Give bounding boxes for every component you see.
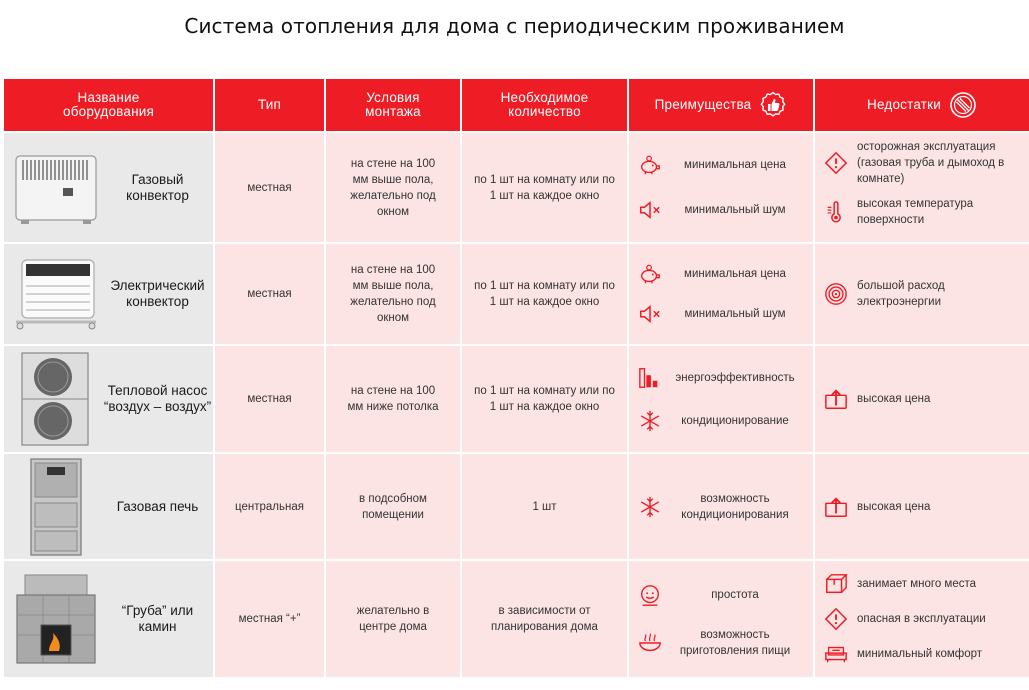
mount-text: на стене на 100 мм выше пола, желательно под окном xyxy=(350,157,436,218)
disadvantages-cell xyxy=(815,454,1029,559)
quantity-cell xyxy=(462,454,627,559)
advantage-item xyxy=(629,454,813,559)
disadvantage-text: высокая цена xyxy=(857,500,931,513)
thumbs-up-icon xyxy=(759,91,787,119)
warning-icon xyxy=(823,606,849,632)
advantage-item xyxy=(629,254,813,294)
equipment-name: Газовый конвектор xyxy=(126,171,189,203)
mount-text: на стене на 100 мм ниже потолка xyxy=(347,385,439,413)
quantity-cell xyxy=(462,346,627,452)
advantage-text: возможность приготовления пищи xyxy=(679,629,791,657)
header-name-label: Название оборудования xyxy=(62,90,155,119)
advantage-text: кондиционирование xyxy=(681,414,789,427)
advantage-text: минимальный шум xyxy=(684,203,786,216)
advantages-cell xyxy=(629,346,813,452)
piggy-bank-icon xyxy=(637,152,663,178)
speaker-mute-icon xyxy=(637,197,663,223)
disadvantage-item xyxy=(815,346,1029,452)
efficiency-bars-icon xyxy=(637,365,663,391)
equipment-cell xyxy=(4,133,213,242)
snowflake-icon xyxy=(637,494,663,520)
advantage-item xyxy=(629,619,813,667)
disadvantage-item xyxy=(815,636,1029,671)
disadvantage-text: осторожная эксплуатация (газовая труба и дымоход в комнате) xyxy=(857,141,1005,186)
disadvantage-item xyxy=(815,567,1029,602)
heat-pump-image xyxy=(10,355,102,443)
price-up-icon xyxy=(823,386,849,412)
equipment-cell xyxy=(4,454,213,559)
equipment-cell xyxy=(4,561,213,677)
mount-text: на стене на 100 мм выше пола, желательно под окном xyxy=(350,264,436,324)
stove-fireplace-image xyxy=(10,575,102,663)
header-type xyxy=(215,79,324,131)
advantage-text: минимальная цена xyxy=(684,268,786,280)
header-name xyxy=(4,79,213,131)
header-mount-label: Условия монтажа xyxy=(365,90,421,119)
disadvantage-item xyxy=(815,244,1029,344)
mount-cell xyxy=(326,561,460,677)
advantage-text: простота xyxy=(711,589,759,601)
quantity-cell xyxy=(462,133,627,242)
quantity-text: 1 шт xyxy=(532,500,557,513)
advantage-item xyxy=(629,356,813,399)
disadvantage-text: большой расход электроэнергии xyxy=(857,280,945,308)
gas-convector-image xyxy=(10,144,102,232)
electric-convector-image xyxy=(10,250,102,338)
advantage-text: энергоэффективность xyxy=(675,371,795,384)
speaker-mute-icon xyxy=(637,301,663,327)
spiral-icon xyxy=(823,281,849,307)
piggy-bank-icon xyxy=(637,261,663,287)
type-cell: местная “+” xyxy=(215,561,324,677)
header-mount xyxy=(326,79,460,131)
header-qty-label: Необходимое количество xyxy=(500,90,589,119)
mount-text: в подсобном помещении xyxy=(359,492,427,521)
mount-cell xyxy=(326,346,460,452)
advantage-item xyxy=(629,188,813,233)
advantage-item xyxy=(629,571,813,619)
equipment-name: Газовая печь xyxy=(116,498,199,514)
advantage-item xyxy=(629,294,813,334)
type-cell: центральная xyxy=(215,454,324,559)
advantage-item xyxy=(629,143,813,188)
disadvantage-text: высокая температура поверхности xyxy=(857,197,974,226)
advantages-cell xyxy=(629,133,813,242)
cooking-bowl-icon xyxy=(637,630,663,656)
disadvantages-cell xyxy=(815,133,1029,242)
page-title: Система отопления для дома с периодическим проживанием xyxy=(184,14,845,38)
price-up-icon xyxy=(823,494,849,520)
mount-text: желательно в центре дома xyxy=(356,605,430,633)
comparison-table xyxy=(4,79,1029,677)
disadvantages-cell xyxy=(815,244,1029,344)
quantity-text: по 1 шт на комнату или по 1 шт на каждое окно xyxy=(474,385,615,413)
sofa-icon xyxy=(823,641,849,667)
disadvantage-text: минимальный комфорт xyxy=(857,647,983,660)
disadvantage-item xyxy=(815,454,1029,559)
advantage-text: минимальный шум xyxy=(684,308,786,320)
type-cell: местная xyxy=(215,244,324,344)
quantity-cell xyxy=(462,244,627,344)
quantity-text: по 1 шт на комнату или по 1 шт на каждое окно xyxy=(474,280,615,308)
equipment-name: Тепловой насос “воздух – воздух” xyxy=(103,383,212,414)
disadvantage-text: высокая цена xyxy=(857,393,931,405)
type-cell: местная xyxy=(215,133,324,242)
advantage-item xyxy=(629,399,813,442)
type-cell: местная xyxy=(215,346,324,452)
quantity-text: по 1 шт на комнату или по 1 шт на каждое окно xyxy=(474,173,615,202)
equipment-name: “Груба” или камин xyxy=(121,603,194,634)
header-type-label: Тип xyxy=(257,97,282,112)
advantage-text: минимальная цена xyxy=(684,159,786,172)
quantity-cell xyxy=(462,561,627,677)
warning-icon xyxy=(823,150,849,176)
header-pros-label: Преимущества xyxy=(654,97,752,112)
disadvantages-cell xyxy=(815,561,1029,677)
disadvantages-cell xyxy=(815,346,1029,452)
thermometer-icon xyxy=(823,199,849,225)
header-qty xyxy=(462,79,627,131)
header-cons-label: Недостатки xyxy=(867,97,941,112)
disadvantage-text: опасная в эксплуатации xyxy=(857,613,986,625)
prohibited-icon xyxy=(949,91,977,119)
advantages-cell xyxy=(629,561,813,677)
mount-cell xyxy=(326,454,460,559)
quantity-text: в зависимости от планирования дома xyxy=(491,605,598,633)
simple-face-icon xyxy=(637,582,663,608)
disadvantage-item xyxy=(815,139,1029,188)
equipment-name: Электрический конвектор xyxy=(110,278,205,309)
equipment-cell xyxy=(4,244,213,344)
header-pros xyxy=(629,79,813,131)
mount-cell xyxy=(326,244,460,344)
mount-cell xyxy=(326,133,460,242)
disadvantage-item xyxy=(815,188,1029,237)
advantage-text: возможность кондиционирования xyxy=(681,492,789,521)
advantages-cell xyxy=(629,244,813,344)
gas-furnace-image xyxy=(10,463,102,551)
equipment-cell xyxy=(4,346,213,452)
advantages-cell xyxy=(629,454,813,559)
snowflake-icon xyxy=(637,408,663,434)
disadvantage-item xyxy=(815,602,1029,637)
header-cons xyxy=(815,79,1029,131)
boxes-icon xyxy=(823,571,849,597)
disadvantage-text: занимает много места xyxy=(857,578,976,591)
